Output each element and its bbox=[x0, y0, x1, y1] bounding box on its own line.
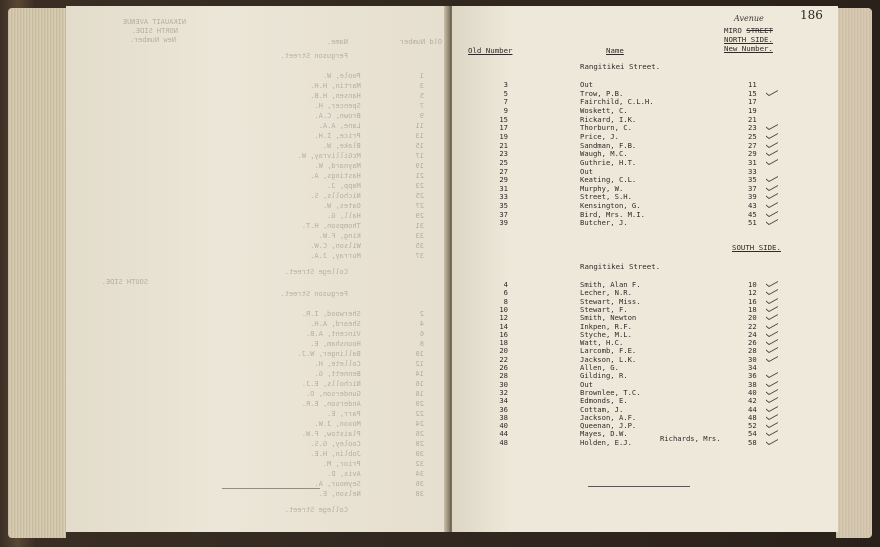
resident-name: Lecher, N.R. bbox=[580, 288, 632, 298]
checkmark-icon bbox=[766, 430, 778, 436]
checkmark-icon bbox=[766, 185, 778, 191]
resident-name: Styche, M.L. bbox=[580, 329, 632, 339]
old-number: 38 bbox=[499, 412, 508, 422]
checkmark-icon bbox=[766, 323, 778, 329]
resident-name: Sandman, F.B. bbox=[580, 140, 637, 150]
old-number: 18 bbox=[499, 338, 508, 348]
resident-name: Jackson, A.F. bbox=[580, 412, 637, 422]
new-number: 22 bbox=[748, 321, 757, 331]
new-number: 45 bbox=[748, 209, 757, 219]
new-number: 11 bbox=[748, 80, 757, 89]
new-number-header: New Number. bbox=[724, 44, 773, 53]
old-number: 15 bbox=[499, 114, 508, 124]
old-number: 32 bbox=[499, 387, 508, 397]
new-number: 18 bbox=[748, 304, 757, 314]
old-number: 3 bbox=[503, 80, 508, 89]
new-number: 20 bbox=[748, 313, 757, 323]
checkmark-icon bbox=[766, 133, 778, 139]
new-number: 15 bbox=[748, 88, 757, 98]
resident-name: Mayes, D.W. bbox=[580, 429, 628, 439]
new-number: 17 bbox=[748, 97, 757, 107]
resident-name: Larcomb, F.E. bbox=[580, 346, 637, 356]
resident-name: Smith, Newton bbox=[580, 313, 637, 323]
resident-name: Thorburn, C. bbox=[580, 123, 632, 133]
resident-name: Bird, Mrs. M.I. bbox=[580, 209, 645, 219]
new-number: 30 bbox=[748, 354, 757, 364]
resident-name: Edmonds, E. bbox=[580, 396, 628, 406]
new-number: 12 bbox=[748, 288, 757, 298]
checkmark-icon bbox=[766, 422, 778, 428]
checkmark-icon bbox=[766, 381, 778, 387]
checkmark-icon bbox=[766, 314, 778, 320]
old-number: 34 bbox=[499, 396, 508, 406]
new-number: 28 bbox=[748, 346, 757, 356]
checkmark-icon bbox=[766, 347, 778, 353]
new-number: 29 bbox=[748, 149, 757, 159]
checkmark-icon bbox=[766, 397, 778, 403]
new-number: 36 bbox=[748, 371, 757, 381]
new-number: 38 bbox=[748, 379, 757, 389]
new-number: 54 bbox=[748, 429, 757, 439]
resident-name: Keating, C.L. bbox=[580, 175, 637, 185]
checkmark-icon bbox=[766, 439, 778, 445]
checkmark-icon bbox=[766, 289, 778, 295]
old-number: 25 bbox=[499, 157, 508, 167]
new-number: 48 bbox=[748, 412, 757, 422]
north-street-subheading: Rangitikei Street. bbox=[580, 62, 661, 71]
old-number: 39 bbox=[499, 218, 508, 228]
old-number: 28 bbox=[499, 371, 508, 381]
right-page bbox=[452, 6, 838, 532]
old-number: 20 bbox=[499, 346, 508, 356]
checkmark-icon bbox=[766, 211, 778, 217]
checkmark-icon bbox=[766, 193, 778, 199]
page-edges-right bbox=[836, 8, 872, 538]
checkmark-icon bbox=[766, 124, 778, 130]
checkmark-icon bbox=[766, 331, 778, 337]
resident-name: Brownlee, T.C. bbox=[580, 387, 641, 397]
old-number: 22 bbox=[499, 354, 508, 364]
checkmark-icon bbox=[766, 339, 778, 345]
margin-note: Richards, Mrs. bbox=[660, 434, 721, 443]
checkmark-icon bbox=[766, 159, 778, 165]
new-number: 25 bbox=[748, 131, 757, 141]
page-number: 186 bbox=[800, 8, 823, 22]
checkmark-icon bbox=[766, 176, 778, 182]
resident-name: Price, J. bbox=[580, 131, 619, 141]
checkmark-icon bbox=[766, 150, 778, 156]
resident-name: Fairchild, C.L.H. bbox=[580, 97, 654, 107]
street-name: MIRO STREET bbox=[724, 26, 773, 35]
new-number: 43 bbox=[748, 201, 757, 211]
south-street-subheading: Rangitikei Street. bbox=[580, 262, 661, 271]
old-number: 40 bbox=[499, 421, 508, 431]
new-number: 58 bbox=[748, 437, 757, 447]
resident-name: Smith, Alan F. bbox=[580, 280, 641, 289]
resident-name: Street, S.H. bbox=[580, 192, 632, 202]
new-number: 44 bbox=[748, 404, 757, 414]
resident-name: Trow, P.B. bbox=[580, 88, 624, 98]
page-edges-left bbox=[8, 8, 66, 538]
checkmark-icon bbox=[766, 356, 778, 362]
checkmark-icon bbox=[766, 306, 778, 312]
resident-name: Out bbox=[580, 166, 593, 176]
resident-name: Allen, G. bbox=[580, 363, 619, 372]
new-number: 51 bbox=[748, 218, 757, 228]
old-number: 33 bbox=[499, 192, 508, 202]
old-number: 6 bbox=[503, 288, 508, 298]
checkmark-icon bbox=[766, 389, 778, 395]
new-number: 35 bbox=[748, 175, 757, 185]
old-number: 17 bbox=[499, 123, 508, 133]
new-number: 39 bbox=[748, 192, 757, 202]
checkmark-icon bbox=[766, 298, 778, 304]
handwritten-street-type: Avenue bbox=[734, 14, 764, 23]
checkmark-icon bbox=[766, 90, 778, 96]
old-number: 31 bbox=[499, 183, 508, 193]
new-number: 42 bbox=[748, 396, 757, 406]
resident-name: Murphy, W. bbox=[580, 183, 624, 193]
bleed-through-text: NIKAUAIT AVENUE NORTH SIDE. New Number. Old Number Name. Ferguson Street. 1 Poole, W. 3 Martin, H.H. 5 Hansen, H.B. 7 Spencer, H. 9 Brown, C.A. 11 Lane, A.A. 13 Price, I.H. 15 Blake, W. 17 McGillivray, W. 19 Maynard, W. 21 Hastings, A. 23 Mapp, J. 25 Nicholls, S. 27 Oates, W. 29 Hall, G. 31 Thompson, H.T. 33 King, F.W. 35 Wilson, C.W. 37 Murray, J.A. College Street. SOUTH SIDE. Ferguson Street. 2 Sherwood, I.R. 4 Sheard, A.H. 6 Vincent, A.B. 8 Hounsham, E. 10 Ballinger, W.J. 12 Collete, H. 14 Bennett, G. 16 Nicholls, E.J. 18 Gunderson, O. 20 Anderson, E.R. 22 Parr, E. 24 Moxon, J.W. 26 Plaistow, F.W. 28 Cooley, G.S. 30 Joblin, H.E. 32 Prior, M. 34 Avis, D. 36 Seymour, A. 38 Nelson, E. College Street. bbox=[101, 18, 442, 514]
new-number: 52 bbox=[748, 421, 757, 431]
resident-name: Inkpen, R.F. bbox=[580, 321, 632, 331]
checkmark-icon bbox=[766, 414, 778, 420]
old-number: 14 bbox=[499, 321, 508, 331]
checkmark-icon bbox=[766, 372, 778, 378]
resident-name: Waugh, M.C. bbox=[580, 149, 628, 159]
old-number: 27 bbox=[499, 166, 508, 176]
resident-name: Stewart, Miss. bbox=[580, 296, 641, 306]
north-side-heading: NORTH SIDE. bbox=[724, 35, 773, 44]
right-page-rule bbox=[588, 486, 690, 487]
checkmark-icon bbox=[766, 142, 778, 148]
old-number: 36 bbox=[499, 404, 508, 414]
name-header: Name bbox=[606, 46, 624, 55]
new-number: 19 bbox=[748, 105, 757, 115]
new-number: 21 bbox=[748, 114, 757, 124]
resident-name: Out bbox=[580, 379, 593, 389]
left-page-rule bbox=[222, 488, 320, 489]
new-number: 34 bbox=[748, 363, 757, 372]
old-number: 5 bbox=[503, 88, 508, 98]
new-number: 33 bbox=[748, 166, 757, 176]
old-number: 30 bbox=[499, 379, 508, 389]
checkmark-icon bbox=[766, 281, 778, 287]
old-number: 9 bbox=[503, 105, 508, 115]
old-number: 29 bbox=[499, 175, 508, 185]
resident-name: Cottam, J. bbox=[580, 404, 624, 414]
old-number: 37 bbox=[499, 209, 508, 219]
resident-name: Out bbox=[580, 80, 593, 89]
left-page bbox=[66, 6, 448, 532]
resident-name: Rickard, I.K. bbox=[580, 114, 637, 124]
old-number: 16 bbox=[499, 329, 508, 339]
new-number: 23 bbox=[748, 123, 757, 133]
new-number: 40 bbox=[748, 387, 757, 397]
new-number: 27 bbox=[748, 140, 757, 150]
south-side-heading: SOUTH SIDE. bbox=[732, 243, 781, 252]
new-number: 37 bbox=[748, 183, 757, 193]
old-number: 12 bbox=[499, 313, 508, 323]
resident-name: Guthrie, H.T. bbox=[580, 157, 637, 167]
new-number: 24 bbox=[748, 329, 757, 339]
new-number: 31 bbox=[748, 157, 757, 167]
resident-name: Stewart, F. bbox=[580, 304, 628, 314]
old-number: 35 bbox=[499, 201, 508, 211]
old-number-header: Old Number bbox=[468, 46, 513, 55]
resident-name: Kensington, G. bbox=[580, 201, 641, 211]
old-number: 48 bbox=[499, 437, 508, 447]
resident-name: Watt, H.C. bbox=[580, 338, 624, 348]
old-number: 23 bbox=[499, 149, 508, 159]
old-number: 10 bbox=[499, 304, 508, 314]
checkmark-icon bbox=[766, 406, 778, 412]
old-number: 7 bbox=[503, 97, 508, 107]
old-number: 44 bbox=[499, 429, 508, 439]
resident-name: Gilding, R. bbox=[580, 371, 628, 381]
new-number: 26 bbox=[748, 338, 757, 348]
old-number: 21 bbox=[499, 140, 508, 150]
checkmark-icon bbox=[766, 202, 778, 208]
old-number: 4 bbox=[503, 280, 508, 289]
resident-name: Queenan, J.P. bbox=[580, 421, 637, 431]
new-number: 16 bbox=[748, 296, 757, 306]
old-number: 19 bbox=[499, 131, 508, 141]
resident-name: Woskett, C. bbox=[580, 105, 628, 115]
checkmark-icon bbox=[766, 219, 778, 225]
struck-street-word: STREET bbox=[746, 26, 773, 35]
resident-name: Jackson, L.K. bbox=[580, 354, 637, 364]
resident-name: Holden, E.J. bbox=[580, 437, 632, 447]
new-number: 10 bbox=[748, 280, 757, 289]
old-number: 26 bbox=[499, 363, 508, 372]
old-number: 8 bbox=[503, 296, 508, 306]
resident-name: Butcher, J. bbox=[580, 218, 628, 228]
